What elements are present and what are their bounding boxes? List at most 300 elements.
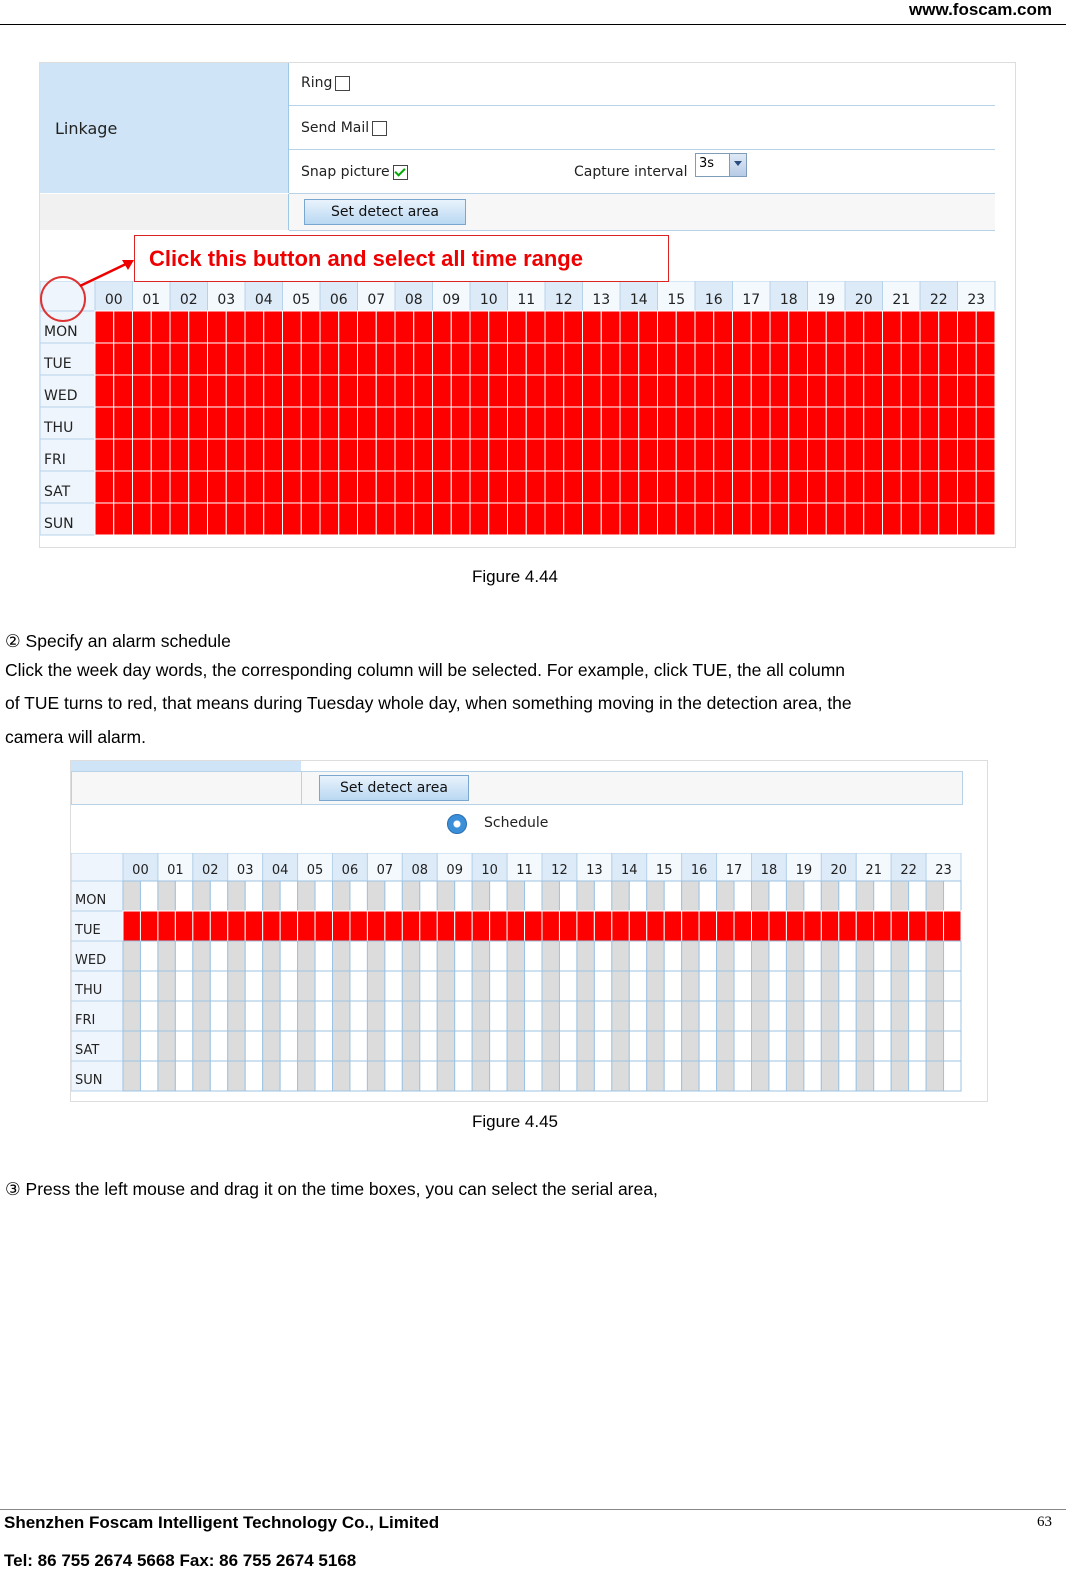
time-slot[interactable] [140, 1061, 157, 1091]
time-slot[interactable] [821, 1001, 838, 1031]
day-label[interactable]: FRI [44, 452, 66, 468]
time-slot[interactable] [770, 471, 789, 503]
time-slot[interactable] [658, 375, 677, 407]
time-slot[interactable] [170, 311, 189, 343]
time-slot[interactable] [620, 471, 639, 503]
hour-label[interactable]: 18 [779, 292, 798, 308]
time-slot[interactable] [114, 407, 133, 439]
time-slot[interactable] [298, 1031, 315, 1061]
time-slot[interactable] [451, 503, 470, 535]
time-slot[interactable] [395, 439, 414, 471]
time-slot[interactable] [350, 1061, 367, 1091]
time-slot[interactable] [734, 911, 751, 941]
time-slot[interactable] [420, 911, 437, 941]
time-slot[interactable] [264, 311, 283, 343]
time-slot[interactable] [664, 1031, 681, 1061]
time-slot[interactable] [385, 911, 402, 941]
time-slot[interactable] [320, 407, 339, 439]
time-slot[interactable] [437, 1031, 454, 1061]
time-slot[interactable] [845, 375, 864, 407]
time-slot[interactable] [339, 439, 358, 471]
time-slot[interactable] [564, 375, 583, 407]
time-slot[interactable] [789, 375, 808, 407]
time-slot[interactable] [226, 375, 245, 407]
time-slot[interactable] [583, 407, 602, 439]
hour-label[interactable]: 03 [236, 863, 254, 878]
time-slot[interactable] [437, 1061, 454, 1091]
time-slot[interactable] [189, 375, 208, 407]
time-slot[interactable] [577, 1031, 594, 1061]
time-slot[interactable] [189, 407, 208, 439]
time-slot[interactable] [264, 471, 283, 503]
time-slot[interactable] [821, 941, 838, 971]
time-slot[interactable] [545, 503, 564, 535]
time-slot[interactable] [733, 375, 752, 407]
time-slot[interactable] [151, 439, 170, 471]
time-slot[interactable] [891, 911, 908, 941]
day-label[interactable]: TUE [75, 923, 101, 938]
time-slot[interactable] [808, 471, 827, 503]
time-slot[interactable] [175, 971, 192, 1001]
time-slot[interactable] [489, 471, 508, 503]
time-slot[interactable] [944, 911, 961, 941]
time-slot[interactable] [414, 439, 433, 471]
time-slot[interactable] [455, 911, 472, 941]
time-slot[interactable] [658, 311, 677, 343]
time-slot[interactable] [170, 343, 189, 375]
time-slot[interactable] [752, 941, 769, 971]
time-slot[interactable] [564, 311, 583, 343]
time-slot[interactable] [920, 471, 939, 503]
time-slot[interactable] [114, 343, 133, 375]
time-slot[interactable] [699, 911, 716, 941]
time-slot[interactable] [920, 375, 939, 407]
hour-label[interactable]: 02 [179, 292, 198, 308]
time-slot[interactable] [658, 503, 677, 535]
time-slot[interactable] [433, 407, 452, 439]
time-slot[interactable] [376, 439, 395, 471]
hour-label[interactable]: 11 [516, 863, 533, 878]
time-slot[interactable] [559, 1031, 576, 1061]
time-slot[interactable] [821, 1031, 838, 1061]
time-slot[interactable] [472, 941, 489, 971]
time-slot[interactable] [158, 911, 175, 941]
time-slot[interactable] [507, 1001, 524, 1031]
time-slot[interactable] [717, 971, 734, 1001]
time-slot[interactable] [245, 1031, 262, 1061]
time-slot[interactable] [385, 971, 402, 1001]
time-slot[interactable] [385, 941, 402, 971]
time-slot[interactable] [639, 311, 658, 343]
time-slot[interactable] [158, 1031, 175, 1061]
time-slot[interactable] [367, 941, 384, 971]
time-slot[interactable] [909, 881, 926, 911]
time-slot[interactable] [298, 1001, 315, 1031]
day-label[interactable]: MON [75, 893, 107, 908]
time-slot[interactable] [140, 941, 157, 971]
time-slot[interactable] [158, 1001, 175, 1031]
time-slot[interactable] [451, 375, 470, 407]
time-slot[interactable] [402, 971, 419, 1001]
time-slot[interactable] [280, 971, 297, 1001]
time-slot[interactable] [470, 439, 489, 471]
time-slot[interactable] [526, 311, 545, 343]
time-slot[interactable] [358, 375, 377, 407]
time-slot[interactable] [367, 911, 384, 941]
time-slot[interactable] [808, 343, 827, 375]
time-slot[interactable] [508, 343, 527, 375]
time-slot[interactable] [526, 343, 545, 375]
time-slot[interactable] [909, 941, 926, 971]
time-slot[interactable] [226, 439, 245, 471]
time-slot[interactable] [769, 1031, 786, 1061]
hour-label[interactable]: 00 [104, 292, 123, 308]
time-slot[interactable] [95, 343, 114, 375]
hour-label[interactable]: 09 [446, 863, 463, 878]
time-slot[interactable] [594, 1001, 611, 1031]
time-slot[interactable] [594, 911, 611, 941]
time-slot[interactable] [939, 311, 958, 343]
time-slot[interactable] [612, 911, 629, 941]
time-slot[interactable] [564, 343, 583, 375]
time-slot[interactable] [193, 971, 210, 1001]
time-slot[interactable] [901, 503, 920, 535]
time-slot[interactable] [926, 881, 943, 911]
time-slot[interactable] [639, 407, 658, 439]
hour-label[interactable]: 07 [367, 292, 386, 308]
time-slot[interactable] [402, 1061, 419, 1091]
time-slot[interactable] [839, 941, 856, 971]
time-slot[interactable] [264, 375, 283, 407]
time-slot[interactable] [490, 941, 507, 971]
time-slot[interactable] [358, 471, 377, 503]
time-slot[interactable] [526, 503, 545, 535]
time-slot[interactable] [769, 1061, 786, 1091]
time-slot[interactable] [601, 343, 620, 375]
time-slot[interactable] [658, 407, 677, 439]
time-slot[interactable] [920, 439, 939, 471]
time-slot[interactable] [926, 1001, 943, 1031]
time-slot[interactable] [874, 1061, 891, 1091]
time-slot[interactable] [542, 1061, 559, 1091]
time-slot[interactable] [385, 1061, 402, 1091]
time-slot[interactable] [414, 343, 433, 375]
time-slot[interactable] [769, 881, 786, 911]
time-slot[interactable] [333, 941, 350, 971]
time-slot[interactable] [826, 375, 845, 407]
time-slot[interactable] [333, 971, 350, 1001]
time-slot[interactable] [789, 343, 808, 375]
time-slot[interactable] [695, 343, 714, 375]
time-slot[interactable] [770, 407, 789, 439]
time-slot[interactable] [367, 881, 384, 911]
time-slot[interactable] [804, 1001, 821, 1031]
time-slot[interactable] [402, 1001, 419, 1031]
time-slot[interactable] [883, 311, 902, 343]
time-slot[interactable] [629, 911, 646, 941]
time-slot[interactable] [470, 471, 489, 503]
time-slot[interactable] [315, 1001, 332, 1031]
hour-label[interactable]: 22 [900, 863, 917, 878]
time-slot[interactable] [939, 503, 958, 535]
hour-label[interactable]: 16 [690, 863, 708, 878]
time-slot[interactable] [808, 375, 827, 407]
time-slot[interactable] [320, 439, 339, 471]
time-slot[interactable] [455, 881, 472, 911]
time-slot[interactable] [525, 1061, 542, 1091]
hour-label[interactable]: 02 [202, 863, 219, 878]
hour-label[interactable]: 10 [479, 292, 498, 308]
time-slot[interactable] [301, 375, 320, 407]
time-slot[interactable] [770, 311, 789, 343]
time-slot[interactable] [714, 471, 733, 503]
time-slot[interactable] [804, 881, 821, 911]
time-slot[interactable] [526, 375, 545, 407]
time-slot[interactable] [864, 375, 883, 407]
time-slot[interactable] [208, 311, 227, 343]
time-slot[interactable] [559, 911, 576, 941]
time-slot[interactable] [140, 1001, 157, 1031]
time-slot[interactable] [647, 971, 664, 1001]
time-slot[interactable] [228, 1031, 245, 1061]
hour-label[interactable]: 03 [217, 292, 236, 308]
hour-label[interactable]: 06 [341, 863, 359, 878]
time-slot[interactable] [508, 407, 527, 439]
time-slot[interactable] [170, 439, 189, 471]
time-slot[interactable] [601, 311, 620, 343]
time-slot[interactable] [612, 971, 629, 1001]
time-slot[interactable] [909, 1031, 926, 1061]
time-slot[interactable] [123, 1061, 140, 1091]
time-slot[interactable] [545, 375, 564, 407]
time-slot[interactable] [455, 971, 472, 1001]
time-slot[interactable] [545, 407, 564, 439]
time-slot[interactable] [451, 311, 470, 343]
time-slot[interactable] [489, 375, 508, 407]
time-slot[interactable] [507, 911, 524, 941]
time-slot[interactable] [664, 1061, 681, 1091]
day-label[interactable]: SAT [44, 484, 71, 500]
time-slot[interactable] [676, 343, 695, 375]
time-slot[interactable] [639, 375, 658, 407]
time-slot[interactable] [402, 881, 419, 911]
time-slot[interactable] [245, 375, 264, 407]
time-slot[interactable] [601, 439, 620, 471]
time-slot[interactable] [695, 311, 714, 343]
time-slot[interactable] [489, 503, 508, 535]
time-slot[interactable] [245, 343, 264, 375]
time-slot[interactable] [133, 503, 152, 535]
time-slot[interactable] [264, 343, 283, 375]
time-slot[interactable] [455, 1001, 472, 1031]
hour-label[interactable]: 14 [621, 863, 638, 878]
time-slot[interactable] [193, 941, 210, 971]
time-slot[interactable] [280, 881, 297, 911]
day-label[interactable]: SUN [44, 516, 74, 532]
time-slot[interactable] [695, 471, 714, 503]
time-slot[interactable] [245, 407, 264, 439]
time-slot[interactable] [526, 407, 545, 439]
time-slot[interactable] [976, 375, 995, 407]
time-slot[interactable] [839, 971, 856, 1001]
time-slot[interactable] [845, 439, 864, 471]
time-slot[interactable] [664, 1001, 681, 1031]
time-slot[interactable] [123, 1001, 140, 1031]
time-slot[interactable] [682, 1031, 699, 1061]
time-slot[interactable] [699, 1001, 716, 1031]
time-slot[interactable] [821, 881, 838, 911]
time-slot[interactable] [845, 343, 864, 375]
time-slot[interactable] [682, 1061, 699, 1091]
time-slot[interactable] [210, 911, 227, 941]
time-slot[interactable] [133, 407, 152, 439]
time-slot[interactable] [350, 911, 367, 941]
time-slot[interactable] [699, 971, 716, 1001]
time-slot[interactable] [639, 439, 658, 471]
time-slot[interactable] [526, 471, 545, 503]
time-slot[interactable] [658, 439, 677, 471]
time-slot[interactable] [140, 971, 157, 1001]
time-slot[interactable] [808, 439, 827, 471]
time-slot[interactable] [283, 407, 302, 439]
time-slot[interactable] [559, 941, 576, 971]
time-slot[interactable] [583, 439, 602, 471]
time-slot[interactable] [577, 941, 594, 971]
time-slot[interactable] [699, 1031, 716, 1061]
time-slot[interactable] [577, 881, 594, 911]
time-slot[interactable] [559, 881, 576, 911]
time-slot[interactable] [123, 941, 140, 971]
time-slot[interactable] [489, 343, 508, 375]
time-slot[interactable] [263, 1001, 280, 1031]
time-slot[interactable] [95, 375, 114, 407]
time-slot[interactable] [682, 971, 699, 1001]
time-slot[interactable] [151, 343, 170, 375]
time-slot[interactable] [717, 941, 734, 971]
hour-label[interactable]: 01 [142, 292, 161, 308]
time-slot[interactable] [664, 941, 681, 971]
time-slot[interactable] [821, 971, 838, 1001]
time-slot[interactable] [545, 311, 564, 343]
time-slot[interactable] [583, 471, 602, 503]
time-slot[interactable] [786, 971, 803, 1001]
time-slot[interactable] [280, 1001, 297, 1031]
time-slot[interactable] [629, 881, 646, 911]
time-slot[interactable] [315, 1031, 332, 1061]
time-slot[interactable] [455, 941, 472, 971]
time-slot[interactable] [856, 971, 873, 1001]
time-slot[interactable] [839, 1031, 856, 1061]
time-slot[interactable] [658, 471, 677, 503]
time-slot[interactable] [944, 881, 961, 911]
time-slot[interactable] [577, 1001, 594, 1031]
time-slot[interactable] [525, 911, 542, 941]
time-slot[interactable] [752, 881, 769, 911]
day-label[interactable]: SUN [75, 1073, 103, 1088]
time-slot[interactable] [508, 471, 527, 503]
time-slot[interactable] [226, 311, 245, 343]
time-slot[interactable] [283, 311, 302, 343]
time-slot[interactable] [594, 971, 611, 1001]
time-slot[interactable] [786, 941, 803, 971]
time-slot[interactable] [583, 311, 602, 343]
time-slot[interactable] [210, 1061, 227, 1091]
time-slot[interactable] [926, 971, 943, 1001]
time-slot[interactable] [682, 941, 699, 971]
time-slot[interactable] [864, 311, 883, 343]
hour-label[interactable]: 08 [411, 863, 429, 878]
time-slot[interactable] [845, 407, 864, 439]
time-slot[interactable] [717, 1031, 734, 1061]
time-slot[interactable] [298, 941, 315, 971]
time-slot[interactable] [874, 911, 891, 941]
time-slot[interactable] [175, 941, 192, 971]
time-slot[interactable] [826, 343, 845, 375]
time-slot[interactable] [864, 471, 883, 503]
time-slot[interactable] [114, 375, 133, 407]
time-slot[interactable] [226, 343, 245, 375]
time-slot[interactable] [123, 971, 140, 1001]
time-slot[interactable] [264, 439, 283, 471]
time-slot[interactable] [751, 439, 770, 471]
hour-label[interactable]: 08 [404, 292, 423, 308]
time-slot[interactable] [733, 407, 752, 439]
time-slot[interactable] [189, 503, 208, 535]
time-slot[interactable] [123, 881, 140, 911]
time-slot[interactable] [786, 1031, 803, 1061]
capture-interval-select[interactable] [695, 153, 747, 177]
time-slot[interactable] [770, 375, 789, 407]
time-slot[interactable] [208, 343, 227, 375]
time-slot[interactable] [133, 439, 152, 471]
time-slot[interactable] [367, 1031, 384, 1061]
time-slot[interactable] [210, 881, 227, 911]
time-slot[interactable] [385, 881, 402, 911]
time-slot[interactable] [437, 881, 454, 911]
time-slot[interactable] [333, 1061, 350, 1091]
time-slot[interactable] [193, 911, 210, 941]
time-slot[interactable] [263, 911, 280, 941]
time-slot[interactable] [264, 407, 283, 439]
time-slot[interactable] [733, 343, 752, 375]
time-slot[interactable] [714, 407, 733, 439]
hour-label[interactable]: 05 [306, 863, 324, 878]
time-slot[interactable] [808, 407, 827, 439]
time-slot[interactable] [629, 1031, 646, 1061]
time-slot[interactable] [752, 1001, 769, 1031]
time-slot[interactable] [770, 439, 789, 471]
time-slot[interactable] [874, 881, 891, 911]
time-slot[interactable] [682, 911, 699, 941]
time-slot[interactable] [507, 941, 524, 971]
time-slot[interactable] [901, 407, 920, 439]
hour-label[interactable]: 07 [376, 863, 394, 878]
time-slot[interactable] [350, 971, 367, 1001]
time-slot[interactable] [489, 407, 508, 439]
time-slot[interactable] [583, 503, 602, 535]
time-slot[interactable] [629, 1001, 646, 1031]
time-slot[interactable] [490, 881, 507, 911]
time-slot[interactable] [789, 439, 808, 471]
hour-label[interactable]: 13 [592, 292, 611, 308]
time-slot[interactable] [695, 439, 714, 471]
time-slot[interactable] [525, 1001, 542, 1031]
time-slot[interactable] [976, 343, 995, 375]
time-slot[interactable] [472, 1061, 489, 1091]
time-slot[interactable] [123, 1031, 140, 1061]
time-slot[interactable] [189, 343, 208, 375]
time-slot[interactable] [856, 1061, 873, 1091]
